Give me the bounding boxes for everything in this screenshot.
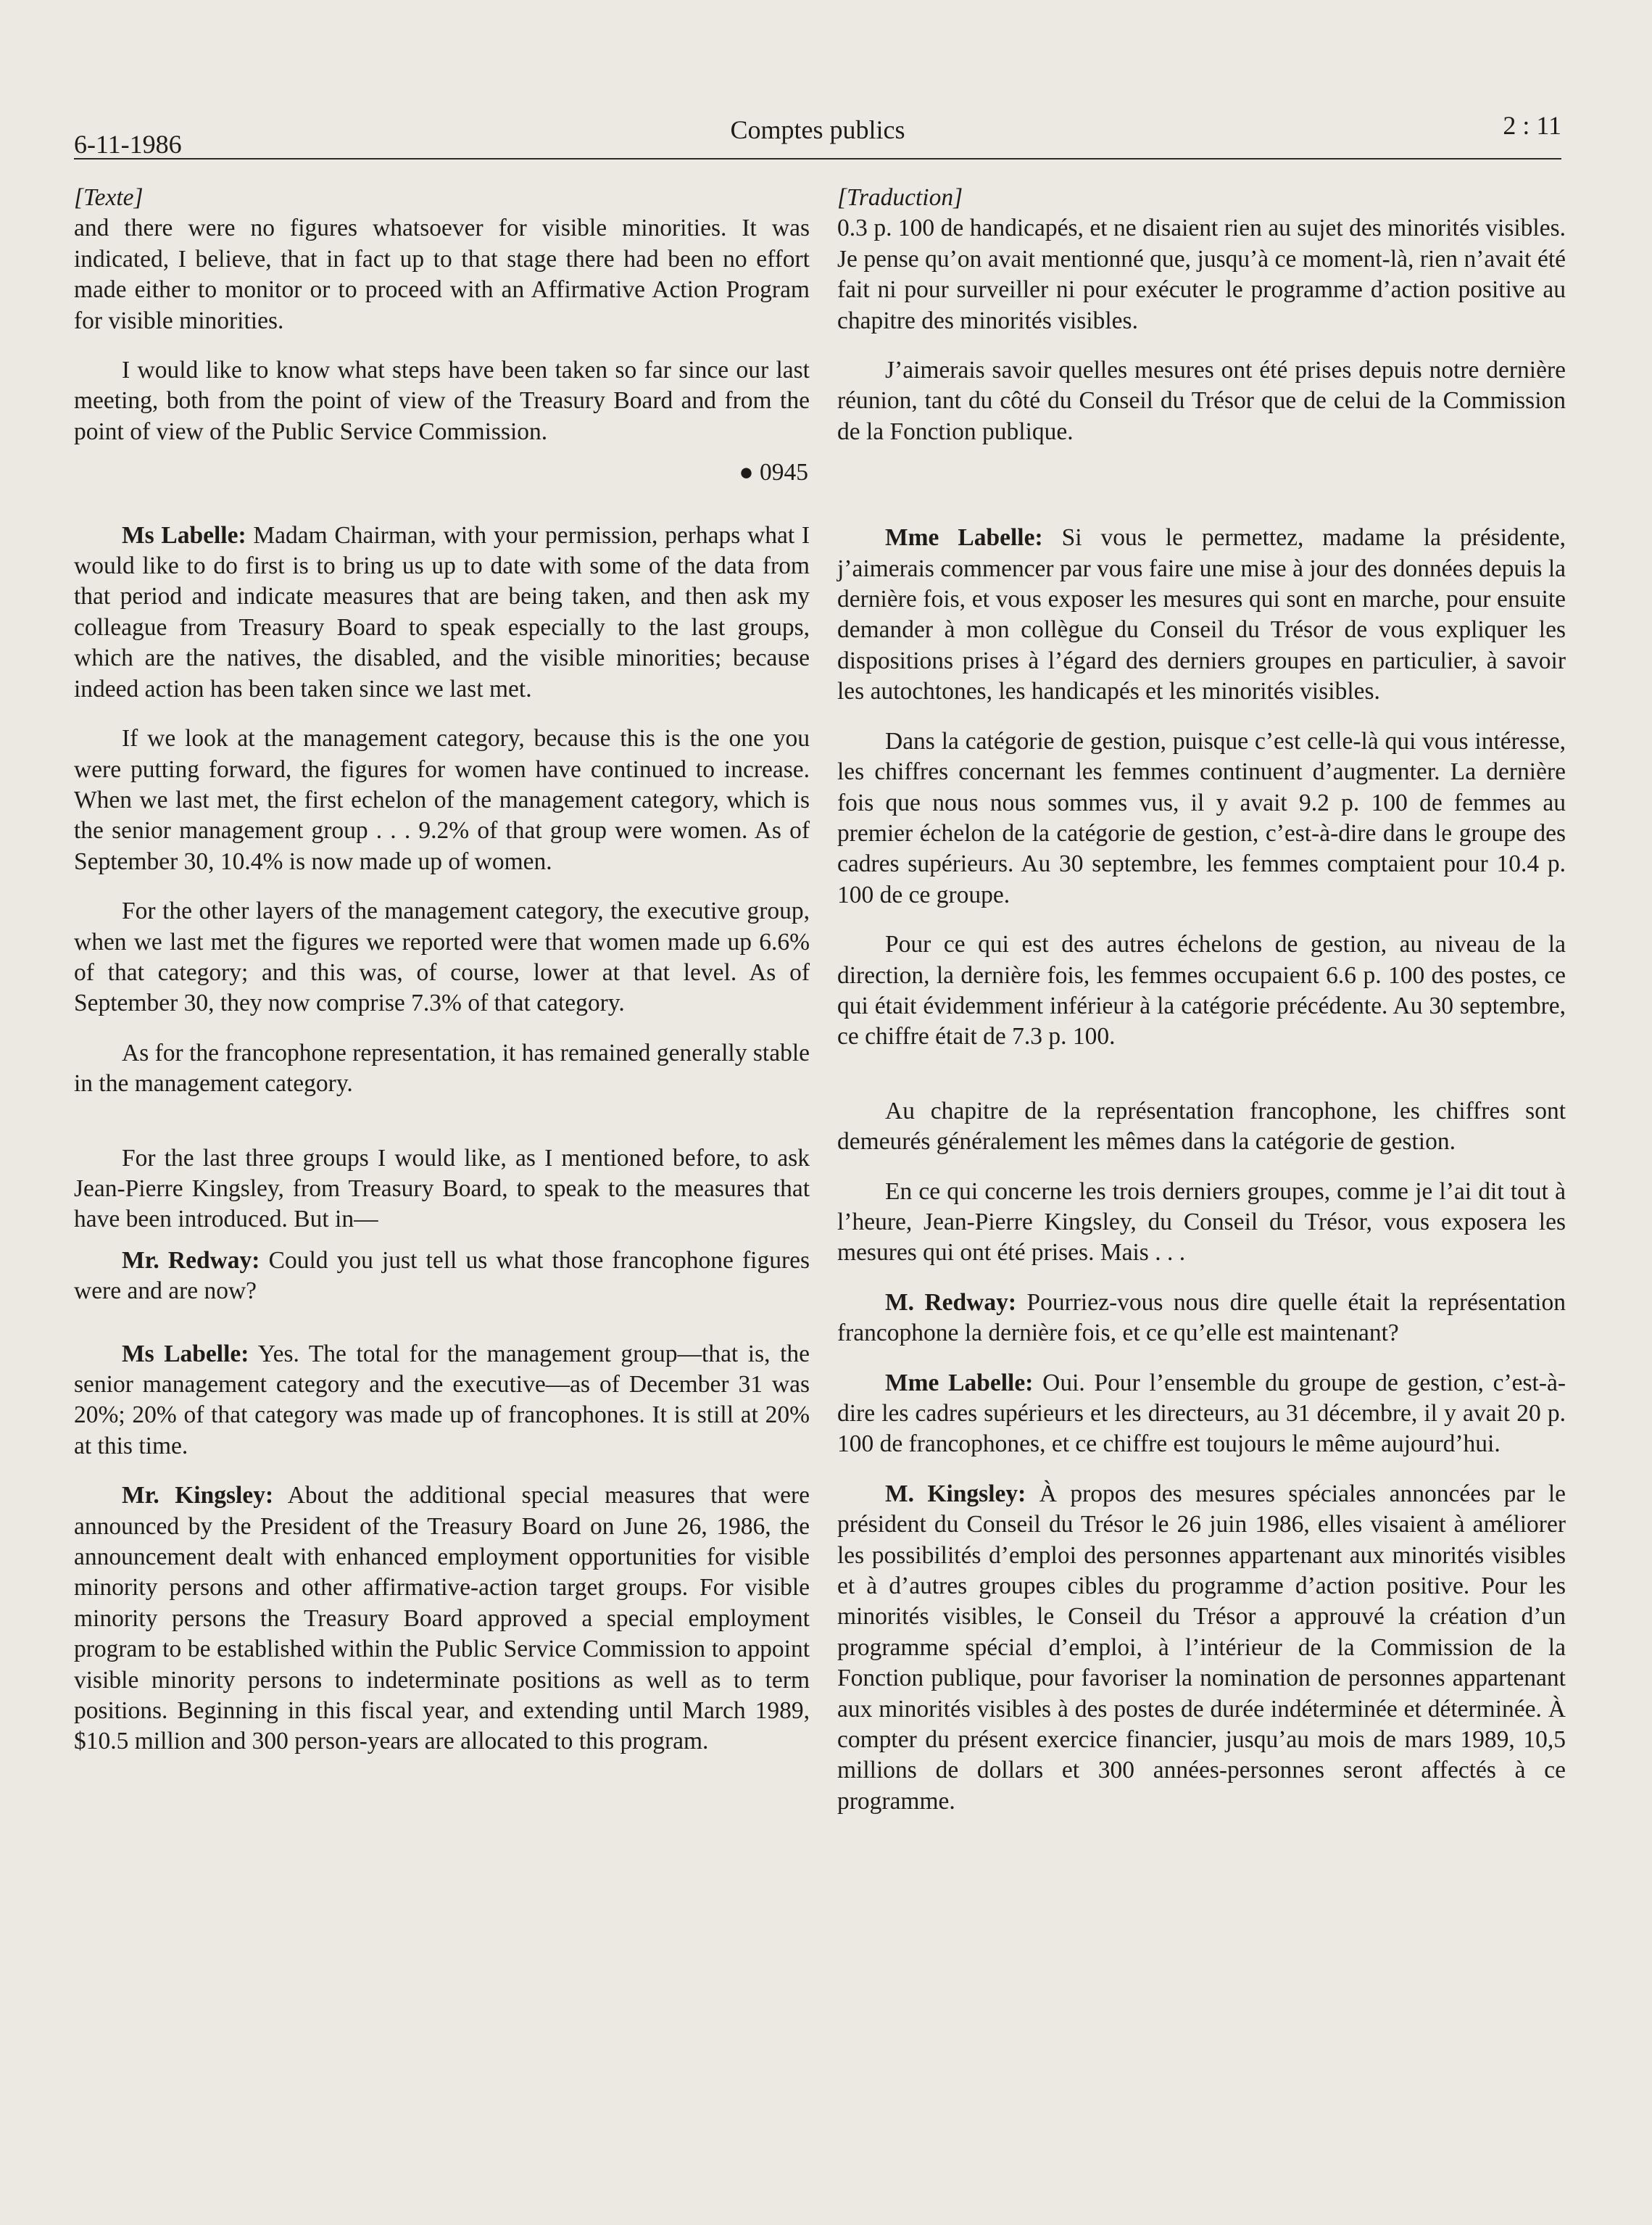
right-paragraph-9 xyxy=(837,1368,1566,1460)
right-paragraph-3 xyxy=(837,523,1566,707)
speech-text: Oui. Pour l’ensemble du groupe de gestion, c’est-à-dire les cadres supérieurs et les directeurs, au 31 décembre, il y avait 20 p. 100 de francophones, et ce chiffre est toujours le même aujourd’hui. xyxy=(837,1369,1566,1458)
right-paragraph-8 xyxy=(837,1288,1566,1349)
section-label-texte: [Texte] xyxy=(74,184,144,211)
left-paragraph-6: As for the francophone representation, it has remained generally stable in the management category. xyxy=(74,1039,810,1098)
section-label-traduction: [Traduction] xyxy=(837,184,963,211)
page-header xyxy=(74,110,1561,159)
speaker-name: Ms Labelle: xyxy=(122,1340,249,1367)
right-paragraph-2: J’aimerais savoir quelles mesures ont été prises depuis notre dernière réunion, tant du côté du Conseil du Trésor que de celui de la Commission de la Fonction publique. xyxy=(837,357,1566,445)
left-paragraph-10 xyxy=(74,1480,810,1757)
right-paragraph-1: 0.3 p. 100 de handicapés, et ne disaient rien au sujet des minorités visibles. Je pense qu’on avait mentionné que, jusqu’à ce moment-là, rien n’avait été fait ni pour surveiller ni pour exécuter le programme d’action positive au chapitre des minorités visibles. xyxy=(837,215,1566,334)
speech-text: Could you just tell us what those francophone figures were and are now? xyxy=(74,1246,810,1305)
right-paragraph-6: Au chapitre de la représentation francophone, les chiffres sont demeurés généralement les mêmes dans la catégorie de gestion. xyxy=(837,1097,1566,1156)
speech-text: À propos des mesures spéciales annoncées par le président du Conseil du Trésor le 26 juin 1986, elles visaient à améliorer les possibilités d’emploi des personnes appartenant aux minorités visibles et à d’autres groupes cibles du programme d’action positive. Pour les minorités visibles, le Conseil du Trésor a approuvé la création d’un programme spécial d’emploi, à l’intérieur de la Commission de la Fonction publique, pour favoriser la nomination de personnes appartenant aux minorités visibles à des postes de durée indéterminée et déterminée. À compter du présent exercice financier, jusqu’au mois de mars 1989, 10,5 millions de dollars et 300 années-personnes seront affectés à ce programme. xyxy=(837,1480,1566,1815)
speaker-name: M. Kingsley: xyxy=(885,1480,1026,1507)
header-title: Comptes publics xyxy=(730,115,905,144)
speaker-name: M. Redway: xyxy=(885,1288,1016,1316)
left-paragraph-3 xyxy=(74,521,810,705)
speaker-name: Ms Labelle: xyxy=(122,521,246,549)
left-column xyxy=(74,183,810,1757)
right-paragraph-4: Dans la catégorie de gestion, puisque c’est celle-là qui vous intéresse, les chiffres concernant les femmes continuent d’augmenter. La dernière fois que nous nous sommes vus, il y avait 9.2 p. 100 de femmes au premier échelon de la catégorie de gestion, c’est-à-dire dans le groupe des cadres supérieurs. Au 30 septembre, les femmes comptaient pour 10.4 p. 100 de ce groupe. xyxy=(837,727,1566,908)
time-marker: ● 0945 xyxy=(739,459,808,486)
left-paragraph-4: If we look at the management category, because this is the one you were putting forward, the figures for women have continued to increase. When we last met, the first echelon of the management category, which is the senior management group . . . 9.2% of that group were women. As of September 30, 10.4% is now made up of women. xyxy=(74,725,810,875)
left-paragraph-7: For the last three groups I would like, as I mentioned before, to ask Jean-Pierre Kingsley, from Treasury Board, to speak to the measures that have been introduced. But in— xyxy=(74,1144,810,1233)
header-page-number: 2 : 11 xyxy=(1503,111,1561,140)
right-paragraph-10 xyxy=(837,1479,1566,1817)
left-paragraph-5: For the other layers of the management category, the executive group, when we last met the figures we reported were that women made up 6.6% of that category; and this was, of course, lower at that level. As of September 30, they now comprise 7.3% of that category. xyxy=(74,898,810,1017)
right-column xyxy=(837,183,1566,1817)
left-paragraph-2: I would like to know what steps have been taken so far since our last meeting, both from the point of view of the Treasury Board and from the point of view of the Public Service Commission. xyxy=(74,357,810,445)
left-paragraph-8 xyxy=(74,1246,810,1307)
left-paragraph-9 xyxy=(74,1339,810,1462)
right-paragraph-5: Pour ce qui est des autres échelons de gestion, au niveau de la direction, la dernière fois, les femmes occupaient 6.6 p. 100 des postes, ce qui était évidemment inférieur à la catégorie précédente. Au 30 septembre, ce chiffre était de 7.3 p. 100. xyxy=(837,931,1566,1051)
speech-text: Madam Chairman, with your permission, perhaps what I would like to do first is to bring us up to date with some of the data from that period and indicate measures that are being taken, and then ask my colleague from Treasury Board to speak especially to the last groups, which are the natives, the disabled, and the visible minorities; because indeed action has been taken since we last met. xyxy=(74,521,810,703)
speaker-name: Mme Labelle: xyxy=(885,1369,1034,1396)
speech-text: Pourriez-vous nous dire quelle était la représentation francophone la dernière fois, et ce qu’elle est maintenant? xyxy=(837,1288,1566,1347)
speech-text: About the additional special measures that were announced by the President of the Treasury Board on June 26, 1986, the announcement dealt with enhanced employment opportunities for visible minority persons and other affirmative-action target groups. For visible minority persons the Treasury Board approved a special employment program to be established within the Public Service Commission to appoint visible minority persons to indeterminate positions as well as to term positions. Beginning in this fiscal year, and extending until March 1989, $10.5 million and 300 person-years are allocated to this program. xyxy=(74,1482,810,1755)
speaker-name: Mr. Kingsley: xyxy=(122,1482,274,1509)
speech-text: Si vous le permettez, madame la présidente, j’aimerais commencer par vous faire une mise à jour des données depuis la dernière fois, et vous exposer les mesures qui sont en marche, pour ensuite demander à mon collègue du Conseil du Trésor de vous expliquer les dispositions prises à l’égard des derniers groupes en particulier, à savoir les autochtones, les handicapés et les minorités visibles. xyxy=(837,524,1566,705)
right-paragraph-7: En ce qui concerne les trois derniers groupes, comme je l’ai dit tout à l’heure, Jean-Pierre Kingsley, du Conseil du Trésor, vous exposera les mesures qui ont été prises. Mais . . . xyxy=(837,1177,1566,1267)
speaker-name: Mr. Redway: xyxy=(122,1246,260,1274)
speech-text: Yes. The total for the management group—that is, the senior management category and the executive—as of December 31 was 20%; 20% of that category was made up of francophones. It is still at 20% at this time. xyxy=(74,1340,810,1459)
speaker-name: Mme Labelle: xyxy=(885,524,1043,552)
header-date: 6-11-1986 xyxy=(74,130,182,159)
left-paragraph-1: and there were no figures whatsoever for visible minorities. It was indicated, I believe, that in fact up to that stage there had been no effort made either to monitor or to proceed with an Affirmative Action Program for visible minorities. xyxy=(74,215,810,334)
